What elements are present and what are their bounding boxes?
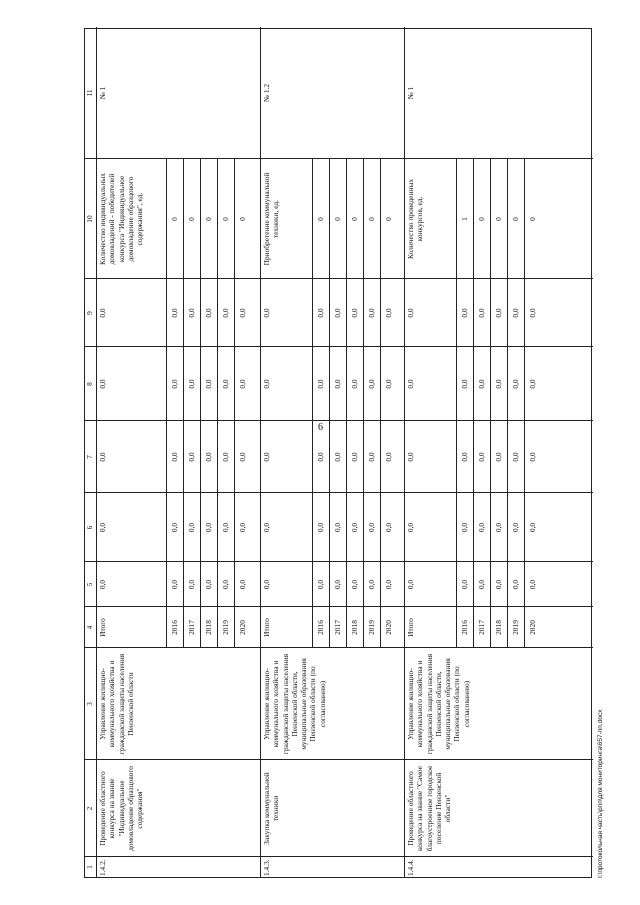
table-grid-line xyxy=(85,856,593,857)
year-value: 0,0 xyxy=(350,522,359,533)
indicator-value: 0 xyxy=(494,217,503,221)
year-value: 0,0 xyxy=(333,452,342,462)
year-label: 2018 xyxy=(494,620,503,635)
year-value: 0,0 xyxy=(187,579,196,590)
year-value: 0,0 xyxy=(204,379,213,389)
year-value: 0,0 xyxy=(511,579,520,590)
column-header-1: 1 xyxy=(85,865,94,869)
indicator-link: № 1 xyxy=(98,86,107,100)
year-value: 0,0 xyxy=(511,522,520,533)
year-value: 0,0 xyxy=(350,579,359,590)
indicator-name: Количество индивидуальных домовладений - победителей конкурса "Индивидуальное домовладение образцового содержания", ед. xyxy=(98,173,145,265)
year-value: 0,0 xyxy=(238,379,247,389)
year-label: 2018 xyxy=(204,620,213,635)
program-activities-table xyxy=(84,28,592,878)
responsible-executor: Управление жилищно-коммунального хозяйства и гражданской защиты населения Пензенской области, муниципальные образования Пензенской области (по согласованию) xyxy=(262,653,327,755)
table-grid-line xyxy=(456,159,457,648)
year-value: 0,0 xyxy=(511,452,520,462)
year-value: 0,0 xyxy=(528,308,537,318)
table-grid-line xyxy=(380,159,381,648)
year-value: 0,0 xyxy=(238,452,247,462)
column-header-10: 10 xyxy=(85,215,94,223)
table-grid-line xyxy=(85,492,593,493)
indicator-value: 1 xyxy=(460,217,469,221)
year-value: 0,0 xyxy=(477,522,486,533)
year-value: 0,0 xyxy=(494,522,503,533)
year-value: 0,0 xyxy=(477,308,486,318)
table-grid-line xyxy=(260,27,261,877)
year-value: 0,0 xyxy=(477,452,486,462)
year-value: 0,0 xyxy=(367,379,376,389)
indicator-name: Приобретение коммунальной техники, ед. xyxy=(262,172,281,266)
column-header-3: 3 xyxy=(85,702,94,706)
year-value: 0,0 xyxy=(350,452,359,462)
total-label: Итого xyxy=(262,618,271,637)
total-value: 0,0 xyxy=(98,308,107,318)
year-value: 0,0 xyxy=(528,452,537,462)
year-value: 0,0 xyxy=(494,379,503,389)
table-grid-line xyxy=(490,159,491,648)
total-value: 0,0 xyxy=(406,522,415,533)
responsible-executor: Управление жилищно-коммунального хозяйства и гражданской защиты населения Пензенской области xyxy=(98,653,135,755)
column-header-5: 5 xyxy=(85,582,94,587)
year-value: 0,0 xyxy=(511,379,520,389)
indicator-value: 0 xyxy=(350,217,359,221)
table-grid-line xyxy=(85,561,593,562)
year-value: 0,0 xyxy=(367,579,376,590)
year-value: 0,0 xyxy=(170,579,179,590)
year-value: 0,0 xyxy=(316,379,325,389)
year-value: 0,0 xyxy=(511,308,520,318)
indicator-value: 0 xyxy=(511,217,520,221)
year-value: 0,0 xyxy=(170,308,179,318)
indicator-value: 0 xyxy=(187,217,196,221)
year-value: 0,0 xyxy=(460,308,469,318)
column-header-6: 6 xyxy=(85,525,94,530)
row-number: 1.4.2. xyxy=(98,859,107,876)
table-grid-line xyxy=(85,647,593,648)
year-value: 0,0 xyxy=(187,522,196,533)
table-grid-line xyxy=(85,158,593,159)
year-value: 0,0 xyxy=(187,452,196,462)
year-value: 0,0 xyxy=(333,522,342,533)
indicator-value: 0 xyxy=(528,217,537,221)
indicator-value: 0 xyxy=(221,217,230,221)
table-grid-line xyxy=(85,346,593,347)
year-value: 0,0 xyxy=(170,379,179,389)
table-grid-line xyxy=(85,420,593,421)
year-value: 0,0 xyxy=(221,308,230,318)
year-value: 0,0 xyxy=(204,452,213,462)
year-value: 0,0 xyxy=(204,308,213,318)
year-label: 2020 xyxy=(528,620,537,635)
indicator-link: № 1 xyxy=(406,86,415,100)
year-value: 0,0 xyxy=(316,308,325,318)
year-value: 0,0 xyxy=(170,522,179,533)
year-value: 0,0 xyxy=(460,579,469,590)
indicator-value: 0 xyxy=(384,217,393,221)
responsible-executor: Управление жилищно-коммунального хозяйства и гражданской защиты населения Пензенской области, муниципальные образования Пензенской области (по согласованию) xyxy=(406,653,471,755)
year-value: 0,0 xyxy=(477,379,486,389)
year-value: 0,0 xyxy=(528,379,537,389)
year-value: 0,0 xyxy=(384,579,393,590)
table-grid-line xyxy=(85,759,593,760)
year-value: 0,0 xyxy=(170,452,179,462)
year-value: 0,0 xyxy=(384,379,393,389)
table-grid-line xyxy=(524,159,525,648)
year-label: 2017 xyxy=(187,620,196,635)
table-grid-line xyxy=(473,159,474,648)
year-label: 2018 xyxy=(350,620,359,635)
year-value: 0,0 xyxy=(494,452,503,462)
year-value: 0,0 xyxy=(494,579,503,590)
year-value: 0,0 xyxy=(477,579,486,590)
year-value: 0,0 xyxy=(528,579,537,590)
total-label: Итого xyxy=(406,618,415,637)
year-value: 0,0 xyxy=(316,579,325,590)
year-label: 2016 xyxy=(170,620,179,635)
year-value: 0,0 xyxy=(221,452,230,462)
year-value: 0,0 xyxy=(187,379,196,389)
table-grid-line xyxy=(346,159,347,648)
table-grid-line xyxy=(166,159,167,648)
total-value: 0,0 xyxy=(406,452,415,462)
year-value: 0,0 xyxy=(238,308,247,318)
table-grid-line xyxy=(507,159,508,648)
column-header-4: 4 xyxy=(85,625,94,630)
column-header-8: 8 xyxy=(85,382,94,386)
activity-name: Проведение областного конкурса на звание "Самое благоустроенное городское поселение Пензенской области" xyxy=(406,765,453,852)
year-label: 2016 xyxy=(460,620,469,635)
total-value: 0,0 xyxy=(98,522,107,533)
total-value: 0,0 xyxy=(98,452,107,462)
year-value: 0,0 xyxy=(333,579,342,590)
year-value: 0,0 xyxy=(221,579,230,590)
year-label: 2019 xyxy=(367,620,376,635)
total-value: 0,0 xyxy=(406,308,415,318)
year-value: 0,0 xyxy=(316,452,325,462)
table-grid-line xyxy=(363,159,364,648)
table-grid-line xyxy=(404,27,405,877)
year-value: 0,0 xyxy=(204,522,213,533)
indicator-name: Количество проведенных конкурсов, ед. xyxy=(406,178,425,260)
indicator-value: 0 xyxy=(333,217,342,221)
year-label: 2020 xyxy=(384,620,393,635)
year-value: 0,0 xyxy=(460,522,469,533)
row-number: 1.4.3. xyxy=(262,859,271,876)
year-value: 0,0 xyxy=(238,579,247,590)
total-label: Итого xyxy=(98,618,107,637)
year-value: 0,0 xyxy=(367,452,376,462)
year-value: 0,0 xyxy=(367,522,376,533)
year-value: 0,0 xyxy=(350,308,359,318)
table-grid-line xyxy=(234,159,235,648)
year-value: 0,0 xyxy=(187,308,196,318)
total-value: 0,0 xyxy=(406,579,415,590)
year-value: 0,0 xyxy=(384,452,393,462)
table-grid-line xyxy=(312,159,313,648)
indicator-value: 0 xyxy=(204,217,213,221)
column-header-2: 2 xyxy=(85,806,94,811)
year-value: 0,0 xyxy=(528,522,537,533)
year-value: 0,0 xyxy=(221,522,230,533)
column-header-9: 9 xyxy=(85,311,94,315)
year-value: 0,0 xyxy=(367,308,376,318)
year-value: 0,0 xyxy=(494,308,503,318)
year-value: 0,0 xyxy=(204,579,213,590)
year-value: 0,0 xyxy=(384,522,393,533)
table-grid-line xyxy=(200,159,201,648)
total-value: 0,0 xyxy=(98,579,107,590)
indicator-link: № 1.2 xyxy=(262,83,271,103)
year-value: 0,0 xyxy=(316,522,325,533)
indicator-value: 0 xyxy=(170,217,179,221)
table-grid-line xyxy=(183,159,184,648)
total-value: 0,0 xyxy=(262,308,271,318)
year-label: 2019 xyxy=(221,620,230,635)
total-value: 0,0 xyxy=(262,522,271,533)
indicator-value: 0 xyxy=(316,217,325,221)
table-grid-line xyxy=(85,606,593,607)
table-grid-line xyxy=(85,278,593,279)
page-number: 6 xyxy=(318,422,323,433)
indicator-value: 0 xyxy=(367,217,376,221)
year-label: 2019 xyxy=(511,620,520,635)
indicator-value: 0 xyxy=(477,217,486,221)
year-label: 2017 xyxy=(333,620,342,635)
year-value: 0,0 xyxy=(333,379,342,389)
year-value: 0,0 xyxy=(460,379,469,389)
year-value: 0,0 xyxy=(350,379,359,389)
total-value: 0,0 xyxy=(98,379,107,389)
total-value: 0,0 xyxy=(406,379,415,389)
column-header-11: 11 xyxy=(85,89,94,97)
activity-name: Проведение областного конкурса на звание "Индивидуальное домовладение образцового содержания" xyxy=(98,766,145,851)
year-value: 0,0 xyxy=(384,308,393,318)
total-value: 0,0 xyxy=(262,579,271,590)
table-grid-line xyxy=(96,27,97,877)
table-grid-line xyxy=(217,159,218,648)
year-label: 2017 xyxy=(477,620,486,635)
year-value: 0,0 xyxy=(333,308,342,318)
year-label: 2016 xyxy=(316,620,325,635)
total-value: 0,0 xyxy=(262,452,271,462)
activity-name: Закупка коммунальной техники xyxy=(262,772,281,845)
indicator-value: 0 xyxy=(238,217,247,221)
year-value: 0,0 xyxy=(221,379,230,389)
column-header-7: 7 xyxy=(85,455,94,459)
total-value: 0,0 xyxy=(262,379,271,389)
table-grid-line xyxy=(329,159,330,648)
file-path-footer: I:\протокольная часть\рпп\для мониторинга\657-пп.docx xyxy=(597,709,604,878)
row-number: 1.4.4. xyxy=(406,859,415,876)
year-value: 0,0 xyxy=(238,522,247,533)
year-value: 0,0 xyxy=(460,452,469,462)
year-label: 2020 xyxy=(238,620,247,635)
